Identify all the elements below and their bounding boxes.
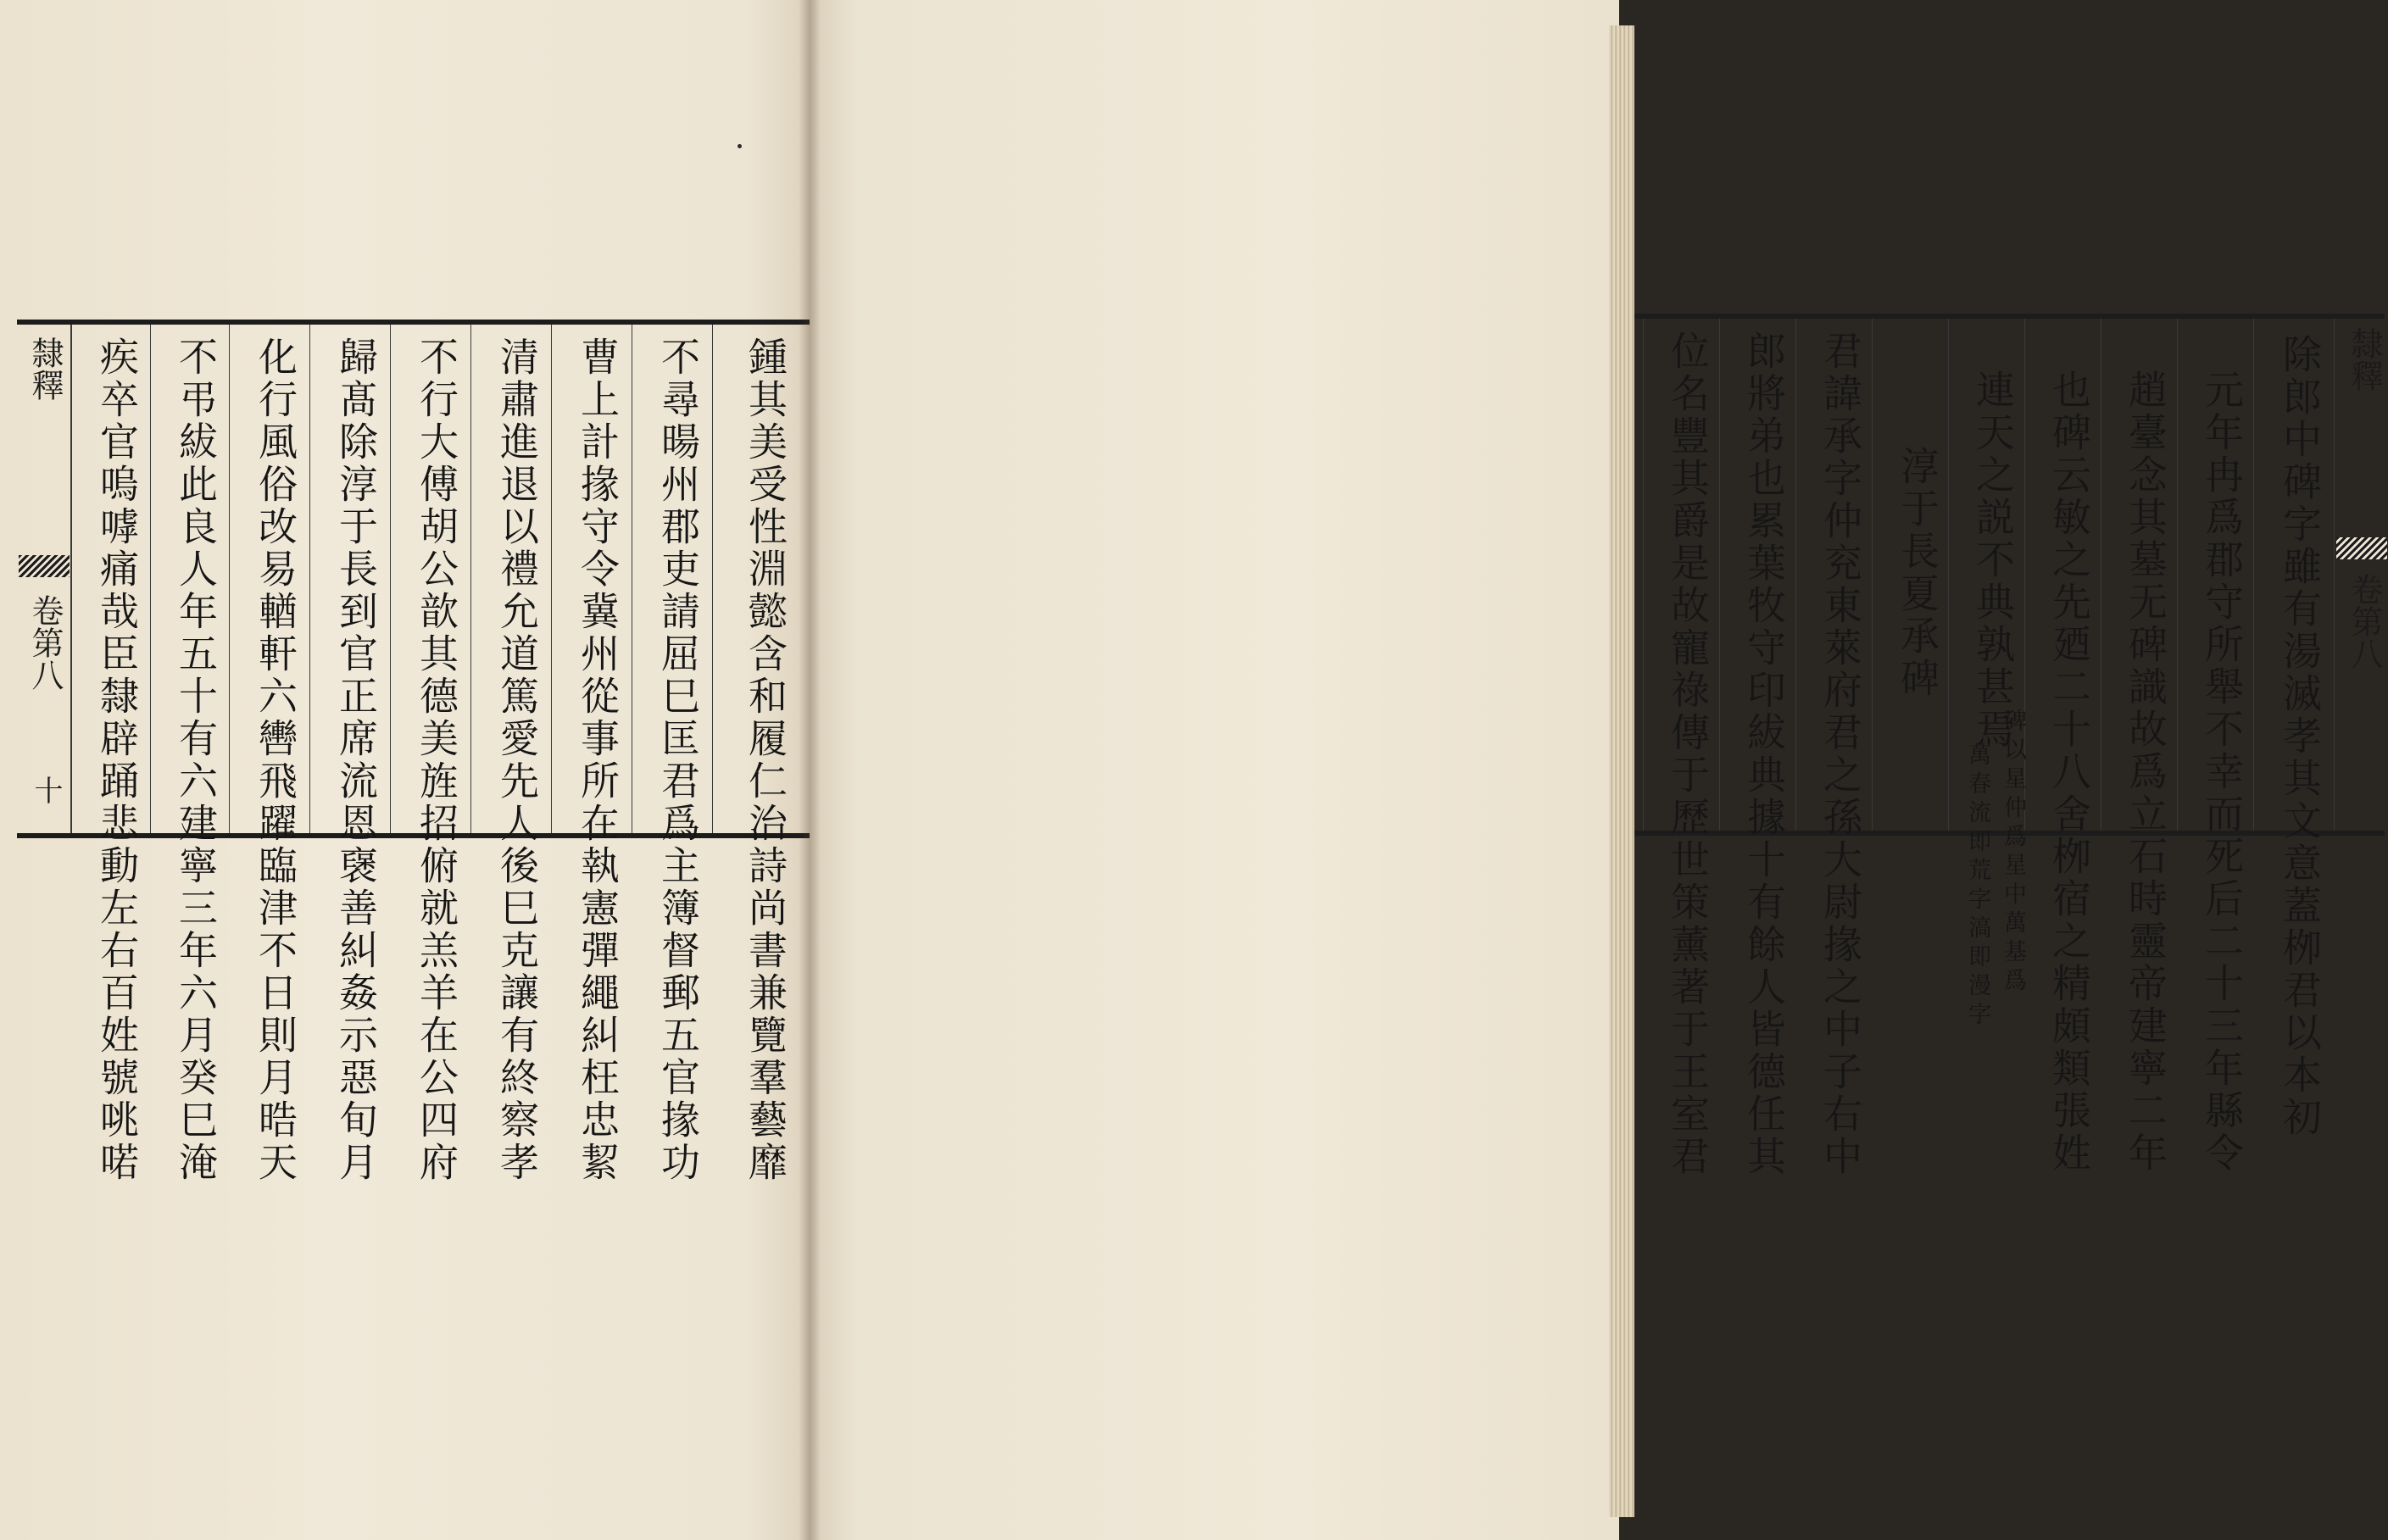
text-column-4 (470, 325, 551, 1184)
column-text: 不尋暘州郡吏請屈巳匡君爲主簿督郵五官掾功 (655, 336, 701, 1184)
column-text: 化行風俗改易輶軒六轡飛躍臨津不日則月晧天 (253, 336, 298, 1184)
text-column-2 (632, 325, 712, 1184)
right-text-frame (1623, 314, 2385, 1178)
text-column-6 (309, 325, 390, 1184)
text-column-5 (390, 325, 470, 1184)
margin-volume: 卷第八 (26, 594, 64, 691)
column-text: 不弔紱此良人年五十有六建寧三年六月癸巳淹 (173, 336, 219, 1184)
book-gutter (799, 0, 821, 1540)
text-column-4 (2024, 319, 2101, 1175)
column-text: 歸髙除淳于長到官正席流恩襃善糾姦示惡旬月 (333, 336, 379, 1184)
inscription-heading: 淳于長夏承碑 (1895, 446, 1940, 700)
left-margin-column (17, 325, 71, 833)
annotation-column-right: 碑以星仲爲星中萬基爲 (2000, 709, 2026, 997)
column-text: 趙臺念其墓无碑識故爲立石時靈帝建寧二年 (2123, 370, 2168, 1175)
column-text: 除郎中碑字雖有湯滅孝其文意蓋栁君以本初 (2277, 334, 2323, 1139)
text-column-7 (229, 325, 309, 1184)
text-column-9 (1643, 319, 1719, 1178)
page-edges (1609, 25, 1634, 1517)
column-text: 元年冉爲郡守所舉不幸而死后二十三年縣令 (2199, 370, 2245, 1175)
annotation-column-left: 萬春流即荒字滈即漫字 (1964, 742, 1990, 1031)
text-column-8 (1719, 319, 1795, 1178)
left-text-frame (17, 320, 812, 1184)
margin-title: 隸釋 (2346, 327, 2383, 392)
margin-title: 隸釋 (26, 336, 64, 401)
text-column-1 (2253, 319, 2334, 1139)
column-text: 也碑云敏之先廼二十八舍栁宿之精頗類張姓 (2046, 370, 2092, 1175)
column-text: 不行大傅胡公歆其德美旌招俯就羔羊在公四府 (414, 336, 459, 1184)
right-margin-column (2334, 319, 2385, 831)
margin-volume: 卷第八 (2346, 573, 2383, 670)
heading-column (1872, 319, 1948, 831)
column-text: 連天之説不典孰甚焉 (1970, 370, 2016, 751)
column-text: 位名豐其爵是故寵祿傳于歷世策薰著于王室君 (1665, 331, 1711, 1178)
column-text: 君諱承字仲兖東萊府君之孫大尉掾之中子右中 (1817, 331, 1863, 1178)
text-column-3 (551, 325, 632, 1184)
right-page (810, 0, 2383, 1540)
column-text: 鍾其美受性淵懿含和履仁治詩尚書兼覽羣藝靡 (743, 336, 788, 1184)
text-column-8 (150, 325, 229, 1184)
column-text: 疾卒官嗚嘑痛哉臣隸辟踊悲動左右百姓號咷喏 (94, 336, 140, 1184)
text-column-7 (1795, 319, 1872, 1178)
text-column-1 (712, 325, 810, 1184)
column-text: 清肅進退以禮允道篤愛先人後巳克讓有終察孝 (494, 336, 540, 1184)
text-column-5 (1948, 319, 2026, 1031)
margin-page-number: 十 (29, 776, 63, 804)
fish-tail-mark (2336, 537, 2387, 559)
fish-tail-mark (19, 555, 70, 577)
column-text: 郎將弟也累葉牧守印紱典據十有餘人皆德任其 (1741, 331, 1787, 1178)
text-column-3 (2101, 319, 2177, 1175)
text-column-9 (71, 325, 150, 1184)
ink-speck (738, 144, 742, 148)
text-column-2 (2177, 319, 2253, 1175)
left-page (0, 0, 810, 1540)
column-text: 曹上計掾守令冀州從事所在執憲彈繩糾枉忠絜 (575, 336, 621, 1184)
